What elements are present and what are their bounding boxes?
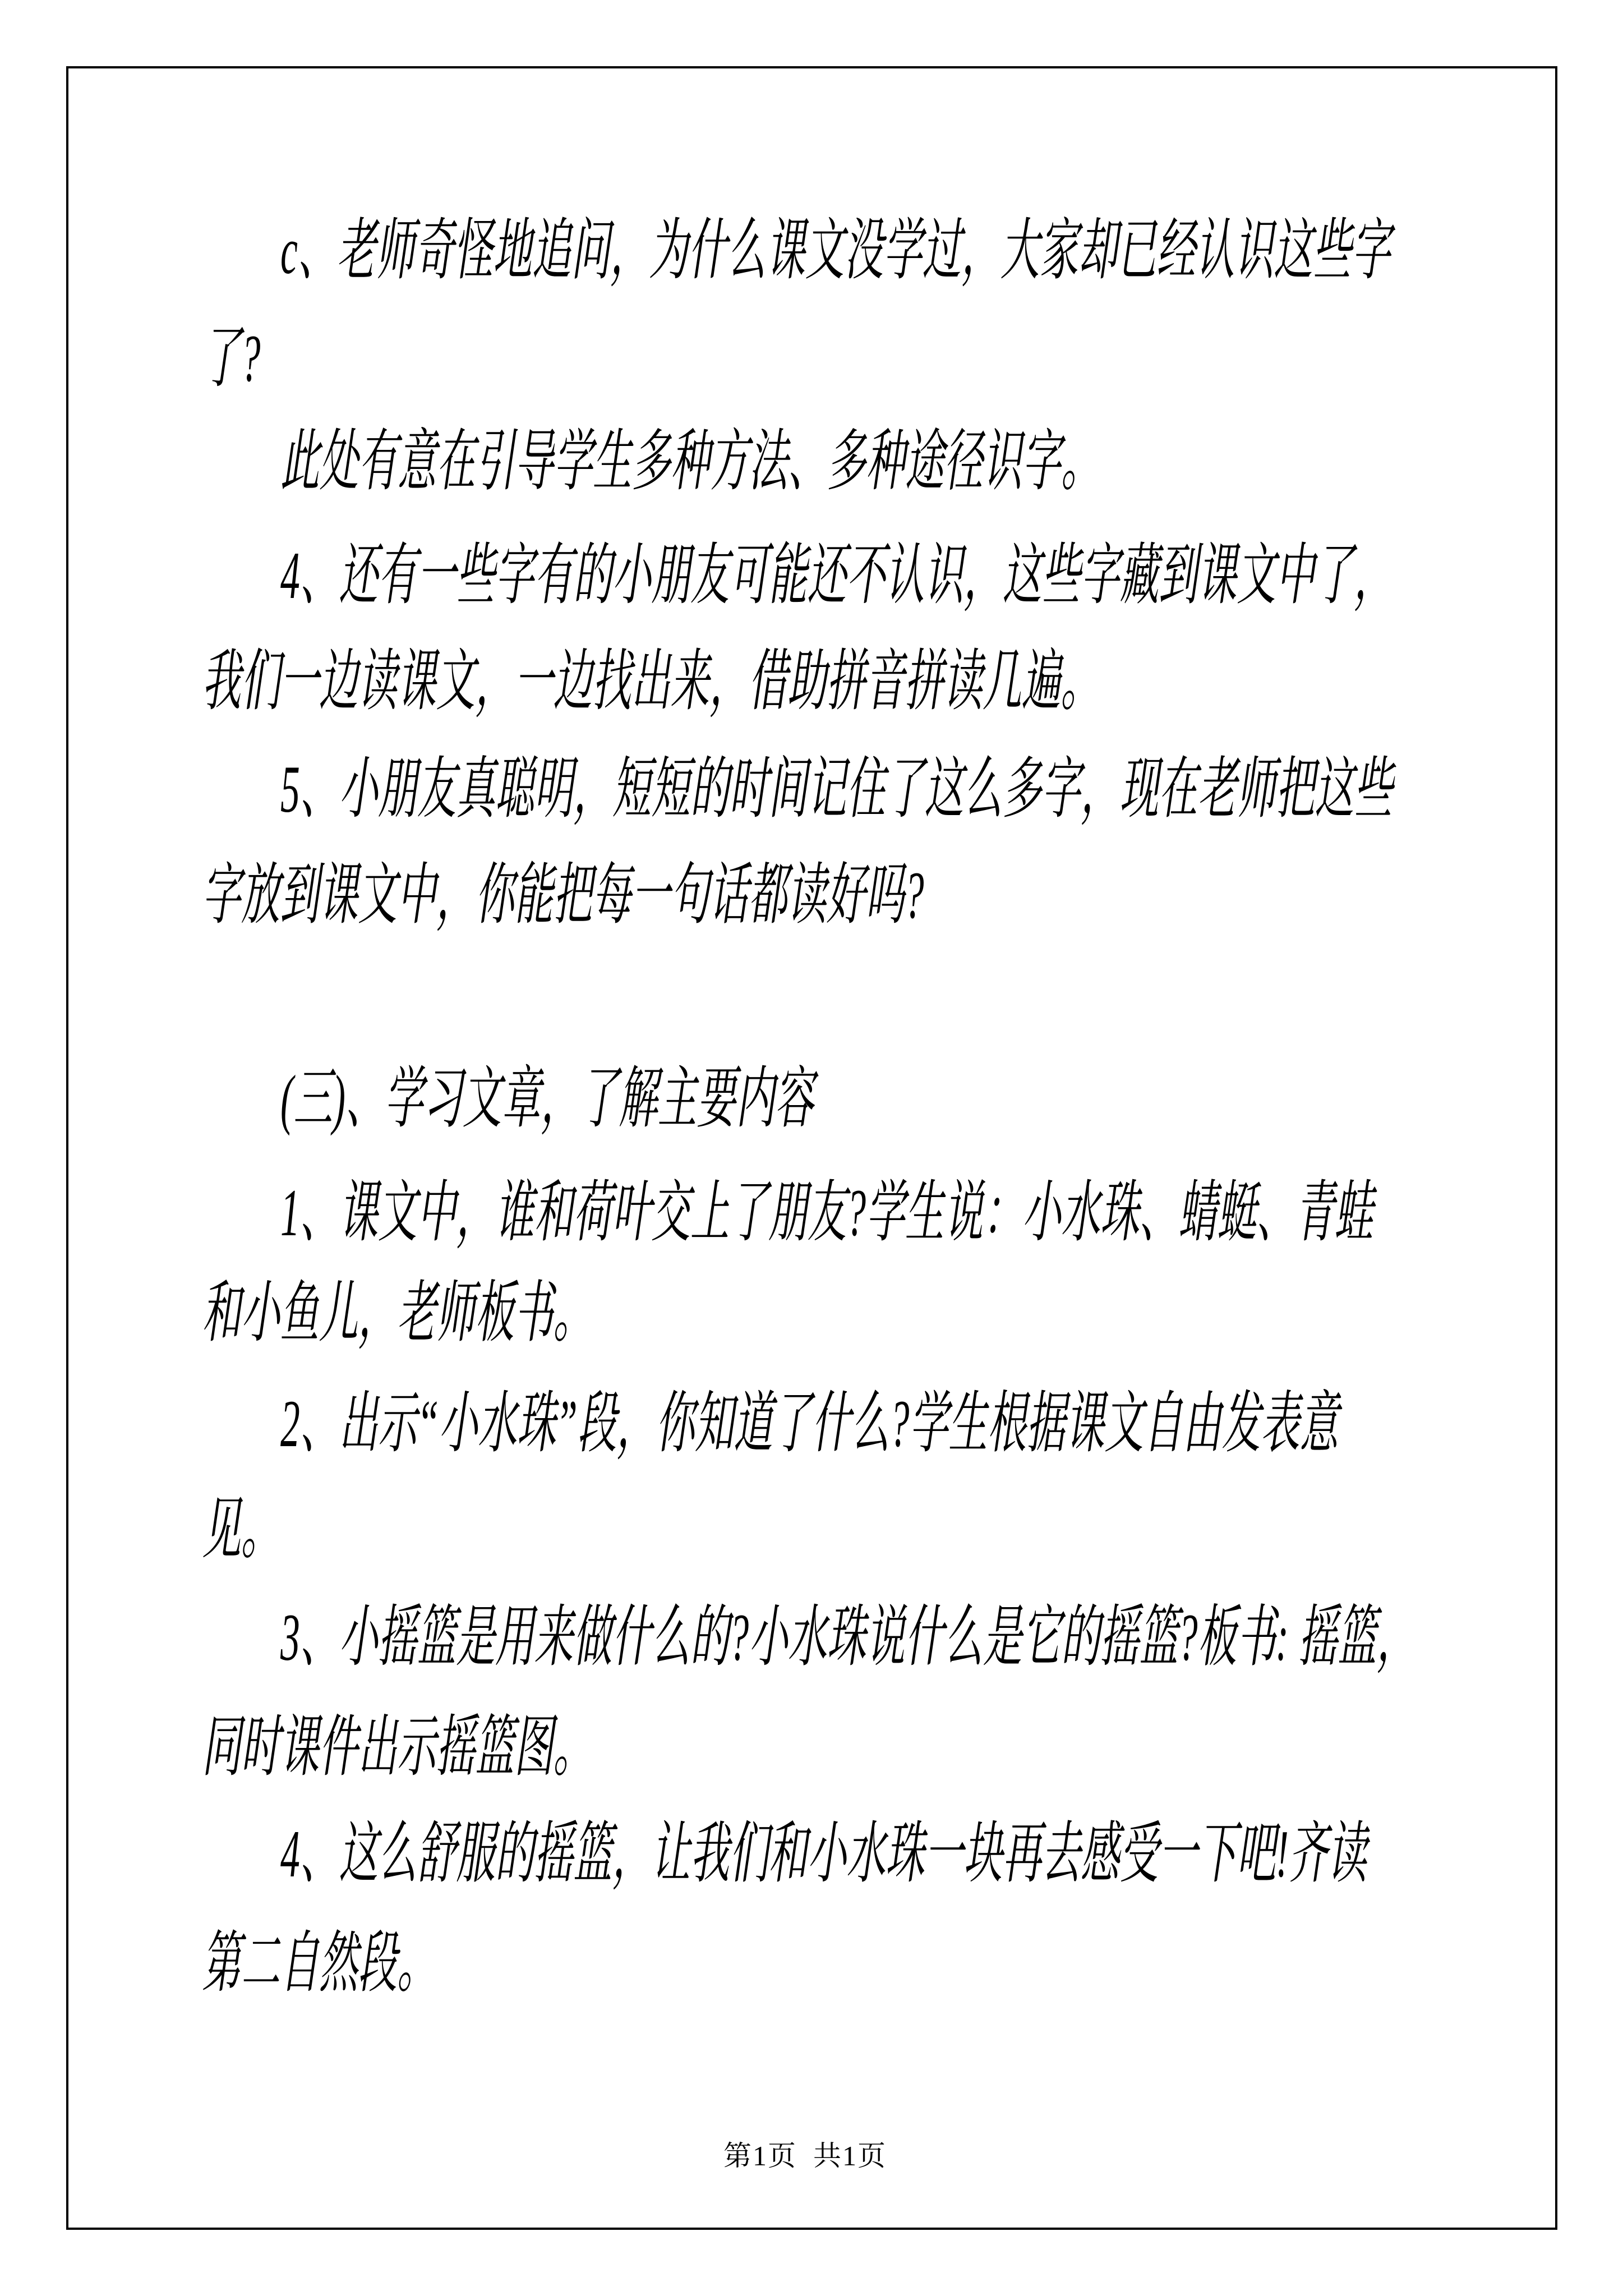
text-line: 4、这么舒服的摇篮，让我们和小水珠一块再去感受一下吧!齐读 <box>280 1816 1367 1891</box>
text-line: 此处有意在引导学生多种方法、多种途径识字。 <box>280 424 1100 499</box>
page-border <box>66 66 1557 2230</box>
text-line: 1、课文中，谁和荷叶交上了朋友?学生说：小水珠、蜻蜓、青蛙 <box>280 1175 1373 1250</box>
text-line: 了? <box>202 321 261 395</box>
text-line: c、老师奇怪地追问，为什么课文没学过，大家却已经认识这些字 <box>280 213 1391 288</box>
text-line: 2、出示“小水珠”段，你知道了什么?学生根据课文自由发表意 <box>280 1386 1339 1461</box>
text-line: 第二自然段。 <box>202 1926 436 2000</box>
page-footer: 第1页 共1页 <box>723 2140 887 2171</box>
text-line: 4、还有一些字有的小朋友可能还不认识，这些字藏到课文中了， <box>280 538 1393 613</box>
text-line: 3、小摇篮是用来做什么的?小水珠说什么是它的摇篮?板书: 摇篮， <box>280 1600 1416 1674</box>
text-line: 见。 <box>202 1492 280 1567</box>
text-line: 我们一边读课文，一边找出来，借助拼音拼读几遍。 <box>202 644 1100 719</box>
text-line: 5、小朋友真聪明，短短的时间记住了这么多字，现在老师把这些 <box>280 752 1393 826</box>
text-line: 字放到课文中，你能把每一句话都读好吗? <box>202 858 924 932</box>
text-line: 同时课件出示摇篮图。 <box>202 1710 592 1784</box>
section-heading: (三)、学习文章，了解主要内容 <box>280 1061 814 1136</box>
text-line: 和小鱼儿，老师板书。 <box>202 1276 592 1350</box>
